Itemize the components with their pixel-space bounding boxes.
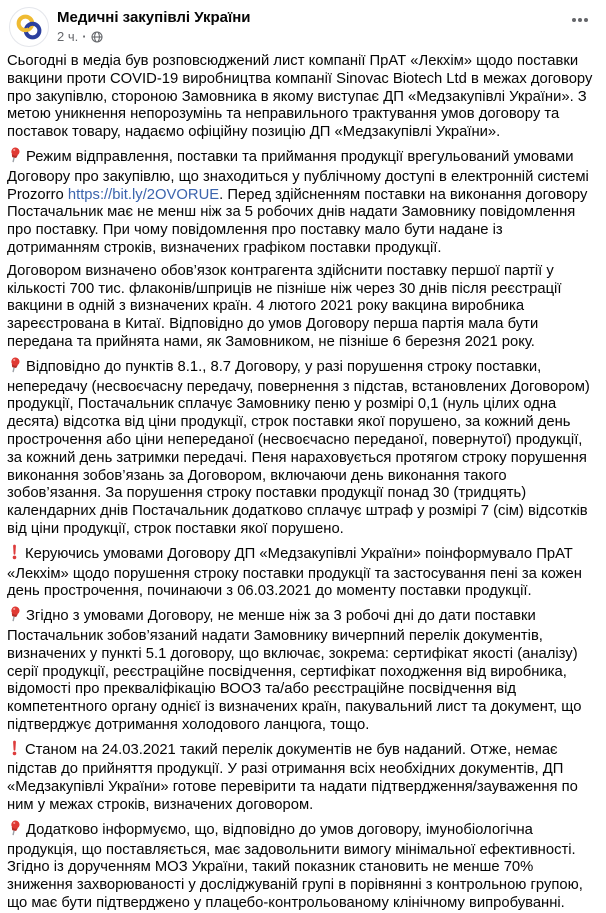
pushpin-icon (7, 357, 23, 379)
post-paragraph (7, 263, 596, 352)
post-text: Договором визначено обов’язок контрагента здійснити поставку першої партії у кількості 700 тис. флаконів/шприців не пізніше ніж через 30 днів після реєстрації вакцини в одній з визначених країн. 4 лютого 2021 року вакцина виробника зареєстрована в Китаї. Відповідно до умов Договору перша партія мала бути передана та прийнята нами, як Замовником, не пізніше 6 березня 2021 року. (7, 262, 566, 350)
post-link[interactable]: https://bit.ly/2OVORUE (67, 186, 220, 203)
pushpin-icon (7, 147, 23, 169)
post-paragraph (7, 357, 596, 539)
post-text: Режим відправлення, поставки та приймання продукції врегульований умовами Договору про закупівлю, що знаходиться у публічному доступі в електронній системі Prozorro (7, 148, 593, 203)
post-text: Сьогодні в медіа був розповсюджений лист компанії ПрАТ «Лекхім» щодо поставки вакцини проти COVID-19 виробництва компанії Sinovac Biotech Ltd в межах договору про закупівлю, стороною Замовника в якому виступає ДП «Медзакупівлі України». З метою уникнення непорозумінь та неправильного трактування умов договору та поставок товару, надаємо офіційну позицію ДП «Медзакупівлі України». (7, 53, 597, 141)
page-avatar[interactable] (9, 7, 49, 47)
exclamation-icon (7, 544, 22, 566)
ellipsis-icon (570, 17, 590, 23)
pushpin-icon (7, 606, 23, 628)
post-text: . Перед здійсненням поставки на виконання договору Постачальник має не менш ніж за 5 робочих днів надати Замовнику повідомлення про поставку. При чому повідомлення про поставку мало бути надане із дотриманням строків, визначених графіком поставки продукції. (7, 186, 592, 256)
post-header-text (57, 7, 566, 45)
post-paragraph (7, 147, 596, 258)
post-text: Станом на 24.03.2021 такий перелік документів не був наданий. Отже, немає підстав до прийняття продукції. У разі отримання всіх необхідних документів, ДП «Медзакупівлі України» готове перевірити та надати підтвердження/зауваження по ним у межах строків, визначених договором. (7, 741, 582, 814)
meta-separator: · (82, 29, 87, 44)
exclamation-icon (7, 740, 22, 762)
globe-icon (91, 31, 103, 43)
post-text: Керуючись умовами Договору ДП «Медзакупівлі України» поінформувало ПрАТ «Лекхім» щодо порушення строку поставки продукції та застосування пені за кожен день прострочення, починаючи з 06.03.2021 до моменту поставки продукції. (7, 545, 587, 600)
page-name-link[interactable]: Медичні закупівлі України (57, 9, 251, 26)
post-text: Відповідно до пунктів 8.1., 8.7 Договору, у разі порушення строку поставки, непередачу (несвоєчасну передачу, повернення з підстав, встановлених Договором) продукції, Постачальник сплачує Замовнику пеню у розмірі 0,1 (нуль цілих одна десята) відсотка від ціни продукції, строк поставки якої порушено, за кожний день прострочення або ціни непереданої (несвоєчасно переданої, повернутої) продукції, за кожний день затримки передачі. Пеня нараховується протягом строку порушення виконання зобов’язань за Договором, включаючи день виконання такого зобов’язання. За порушення строку поставки продукції понад 30 (тридцять) календарних днів Постачальник додатково сплачує штраф у розмірі 7 (сім) відсотків від ціни продукції, строк поставки якої порушено. (7, 358, 594, 537)
post-meta (57, 29, 566, 45)
post-paragraph (7, 53, 596, 142)
timestamp[interactable]: 2 ч. (57, 29, 79, 44)
post-paragraph (7, 740, 596, 815)
post-menu-button[interactable] (566, 11, 594, 29)
post-text: Додатково інформуємо, що, відповідно до умов договору, імунобіологічна продукція, що поставляється, має задовольнити вимогу мінімальної ефективності. Згідно із дорученням МОЗ України, такий показник становить не менше 70% зниження захворюваності у досліджуваній групі в порівнянні з контрольною групою, що має бути підтверджено у плацебо-контрольованому клінічному випробуванні. (7, 821, 587, 912)
post-paragraph (7, 606, 596, 735)
medzakupivli-logo-icon (11, 9, 47, 45)
post-paragraph (7, 544, 596, 601)
pushpin-icon (7, 820, 23, 842)
post-header (0, 0, 606, 50)
post-content (0, 50, 606, 913)
post-text: Згідно з умовами Договору, не менше ніж за 3 робочі дні до дати поставки Постачальник зобов’язаний надати Замовнику вичерпний перелік документів, визначених у пункті 5.1 договору, що включає, зокрема: сертифікат якості (аналізу) серії продукції, реєстраційне посвідчення, сертифікат походження від виробника, відомості про прекваліфікацію ВООЗ та/або реєстраційне посвідчення від компетентного органу однієї із визначених країн, пакувальний лист та документ, що підтверджує дотримання холодового ланцюга, тощо. (7, 608, 586, 733)
post-paragraph (7, 820, 596, 913)
